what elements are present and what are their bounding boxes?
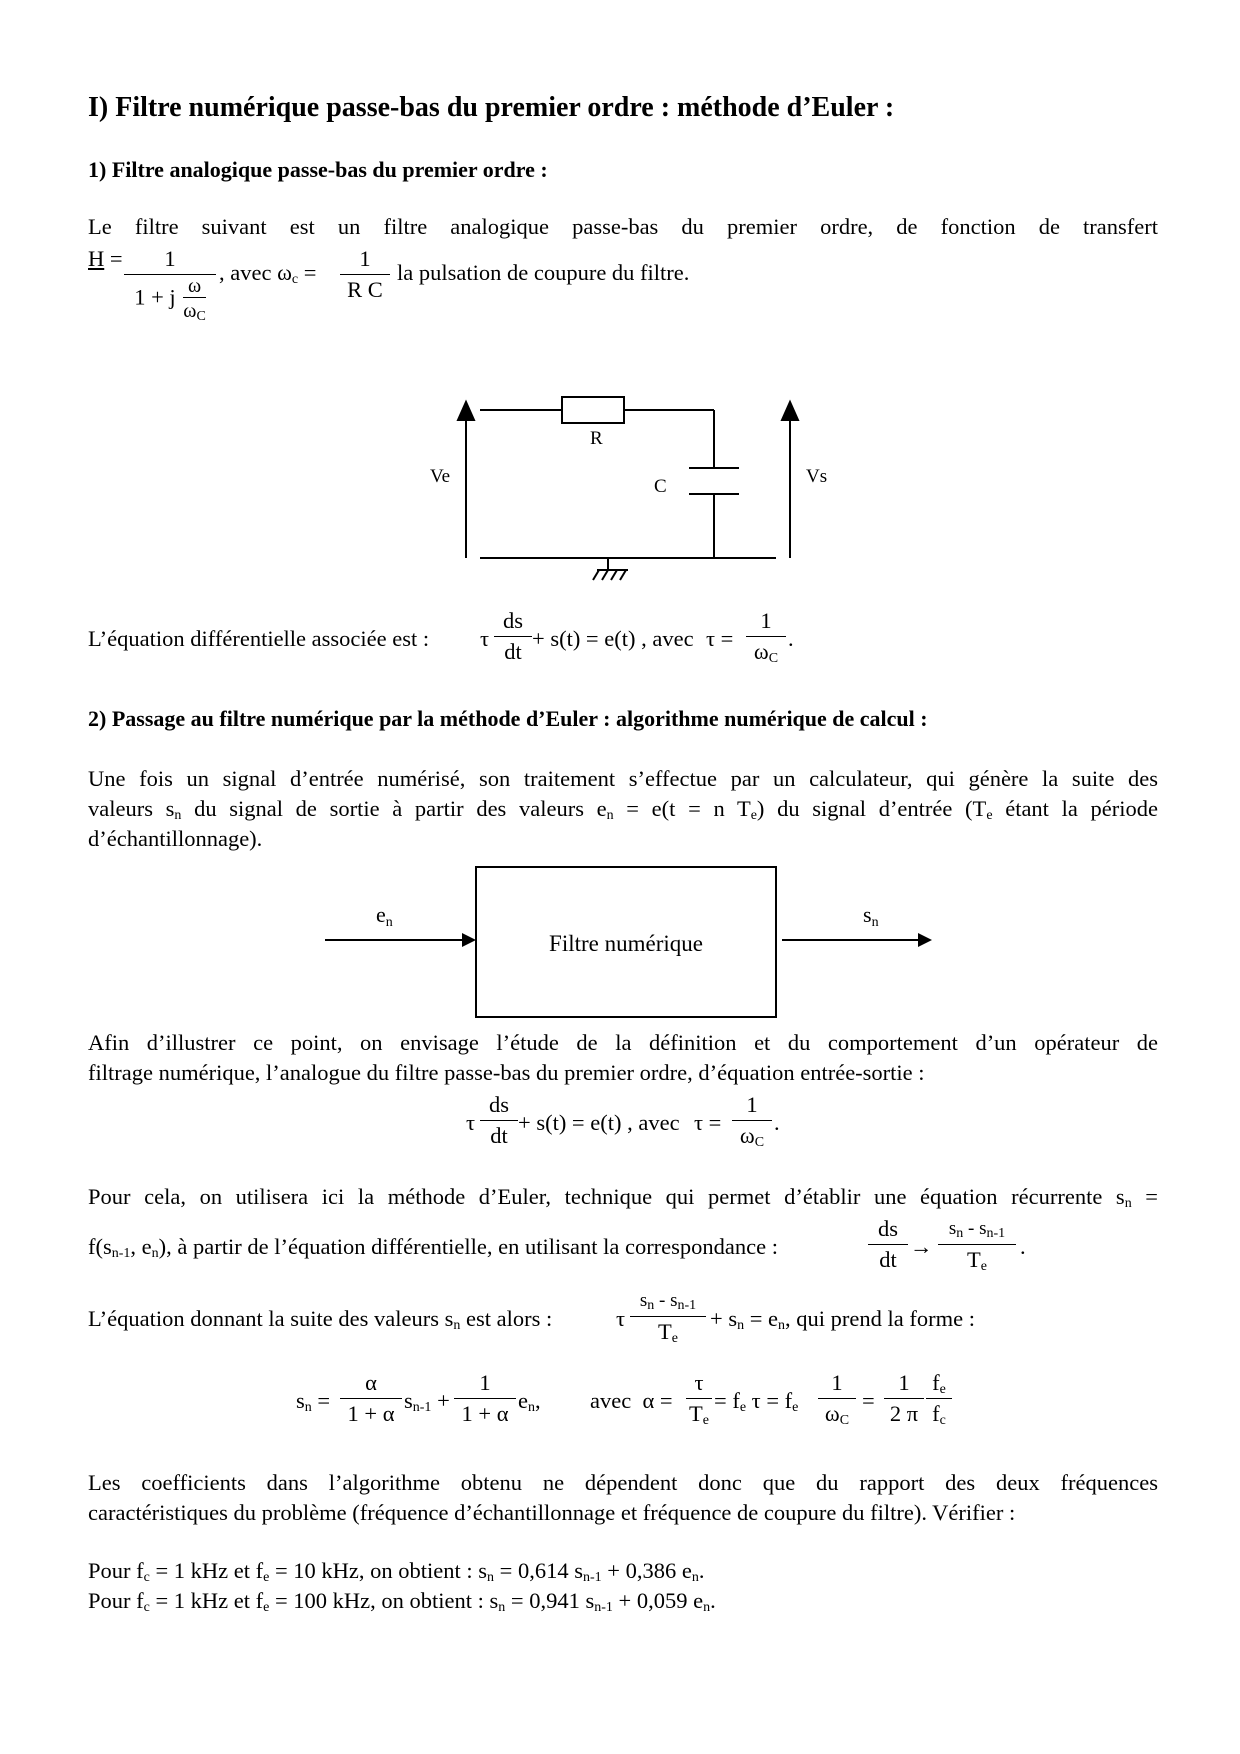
eq2-tau-eq: τ = xyxy=(694,1110,722,1135)
input-label: en xyxy=(376,902,393,930)
label-r: R xyxy=(590,428,603,449)
section-title: I) Filtre numérique passe-bas du premier ordre : méthode d’Euler : xyxy=(88,92,895,123)
recur-fe-tau: = $f_e$ $\tau = f_e$ xyxy=(714,1388,799,1415)
result-line-1: Pour $f_c = 1$ kHz et $f_e = 10$ kHz, on obtient : $s_n = 0,614$ $s_{n-1} + 0,386$ $e_n$. xyxy=(88,1558,705,1585)
para5-fraction: $s_n - s_{n-1}$ $T_e$ xyxy=(630,1286,706,1347)
recur-alpha-fraction: α 1 + α xyxy=(340,1368,402,1429)
corr-end: . xyxy=(1020,1234,1026,1259)
input-arrowhead xyxy=(462,933,476,947)
output-label: sn xyxy=(863,902,879,930)
subsection-2-title: 2) Passage au filtre numérique par la méthode d’Euler : algorithme numérique de calcul : xyxy=(88,706,928,731)
para5-text: L’équation donnant la suite des valeurs $s_n$ est alors : xyxy=(88,1306,553,1333)
ground-hatch-1 xyxy=(593,570,599,580)
eq2-ds-dt: ds dt xyxy=(480,1090,518,1151)
filter-box-label: Filtre numérique xyxy=(549,931,703,956)
para2-line1: Une fois un signal d’entrée numérisé, son traitement s’effectue par un calculateur, qui génère la suite des xyxy=(88,766,1158,791)
recur-one-fraction: 1 1 + α xyxy=(454,1368,516,1429)
diffeq-prefix: L’équation différentielle associée est : xyxy=(88,626,430,651)
corr-fraction: $s_n - s_{n-1}$ $T_e$ xyxy=(938,1214,1016,1275)
para5-tail: + $s_n = e_n$, qui prend la forme : xyxy=(710,1306,975,1333)
diffeq-one-over-omega: 1 $\omega_C$ xyxy=(746,606,786,667)
resistor xyxy=(562,397,624,423)
transfer-function: H = xyxy=(88,246,123,271)
para6-line1: Les coefficients dans l’algorithme obtenu ne dépendent donc que du rapport des deux fréquences xyxy=(88,1470,1158,1495)
para4-line2: $f(s_{n-1}$, $e_n$), à partir de l’équation différentielle, en utilisant la correspondance : xyxy=(88,1234,779,1261)
recur-tau-over-te: τ $T_e$ xyxy=(686,1368,712,1429)
label-c: C xyxy=(654,476,667,497)
recur-lhs: $s_n$ = xyxy=(296,1388,331,1415)
ground-hatch-3 xyxy=(611,570,617,580)
recur-en: $e_n$, xyxy=(518,1388,541,1415)
para6-line2: caractéristiques du problème (fréquence d’échantillonnage et fréquence de coupure du filtre). Vérifier : xyxy=(88,1500,1016,1525)
eq2-tau: τ xyxy=(466,1110,476,1135)
diffeq-ds-dt: ds dt xyxy=(494,606,532,667)
label-vs: Vs xyxy=(806,466,828,487)
intro-paragraph: Le filtre suivant est un filtre analogique passe-bas du premier ordre, de fonction de transfert xyxy=(88,214,1158,239)
ve-arrowhead xyxy=(458,402,474,420)
para3-line1: Afin d’illustrer ce point, on envisage l’étude de la définition et du comportement d’un opérateur de xyxy=(88,1030,1158,1055)
diffeq-middle: + s(t) = e(t) , avec xyxy=(532,626,694,651)
label-ve: Ve xyxy=(430,466,451,487)
recur-avec: avec α = xyxy=(590,1388,673,1413)
digital-filter-block-diagram xyxy=(320,860,940,1020)
corr-arrow: → xyxy=(910,1234,933,1259)
recur-one-over-omega: 1 $\omega_C$ xyxy=(818,1368,856,1429)
para2-line3: d’échantillonnage). xyxy=(88,826,263,851)
vs-arrowhead xyxy=(782,402,798,420)
ground-hatch-2 xyxy=(602,570,608,580)
para3-line2: filtrage numérique, l’analogue du filtre passe-bas du premier ordre, d’équation entrée-sortie : xyxy=(88,1060,925,1085)
transfer-avec: , avec $\omega_c$ = xyxy=(219,260,317,287)
diffeq-tau-eq: τ = xyxy=(706,626,734,651)
diffeq-tau: τ xyxy=(480,626,490,651)
eq2-middle: + s(t) = e(t) , avec xyxy=(518,1110,680,1135)
subsection-1-title: 1) Filtre analogique passe-bas du premier ordre : xyxy=(88,157,548,182)
corr-ds-dt: ds dt xyxy=(868,1214,908,1275)
transfer-fraction: 1 1 + j $\frac{\omega}{\omega_C}$ xyxy=(124,244,216,324)
rc-circuit-diagram xyxy=(400,390,840,590)
eq2-one-over-omega: 1 $\omega_C$ xyxy=(732,1090,772,1151)
recur-eq3: = xyxy=(862,1388,875,1413)
eq2-end: . xyxy=(774,1110,780,1135)
recur-one-over-2pi: 1 2 π xyxy=(884,1368,924,1429)
rc-fraction: 1 R C xyxy=(340,244,390,305)
diffeq-end: . xyxy=(788,626,794,651)
transfer-lhs: H xyxy=(88,246,105,271)
para5-tau: τ xyxy=(616,1306,626,1331)
recur-fe-over-fc: $f_e$ $f_c$ xyxy=(926,1368,952,1429)
result-line-2: Pour $f_c = 1$ kHz et $f_e = 100$ kHz, on obtient : $s_n = 0,941$ $s_{n-1} + 0,059$ $e_n$. xyxy=(88,1588,716,1615)
para2-line2: valeurs $s_n$ du signal de sortie à partir des valeurs $e_n = e(t = n$ $T_e$) du signal d’entrée ($T_e$ étant la période xyxy=(88,796,1158,823)
para4-line1: Pour cela, on utilisera ici la méthode d’Euler, technique qui permet d’établir une équation récurrente $s_n$ = xyxy=(88,1184,1158,1211)
transfer-tail: la pulsation de coupure du filtre. xyxy=(397,260,690,285)
recur-sprev: $s_{n-1}$ + xyxy=(404,1388,450,1415)
ground-hatch-4 xyxy=(620,570,626,580)
output-arrowhead xyxy=(918,933,932,947)
